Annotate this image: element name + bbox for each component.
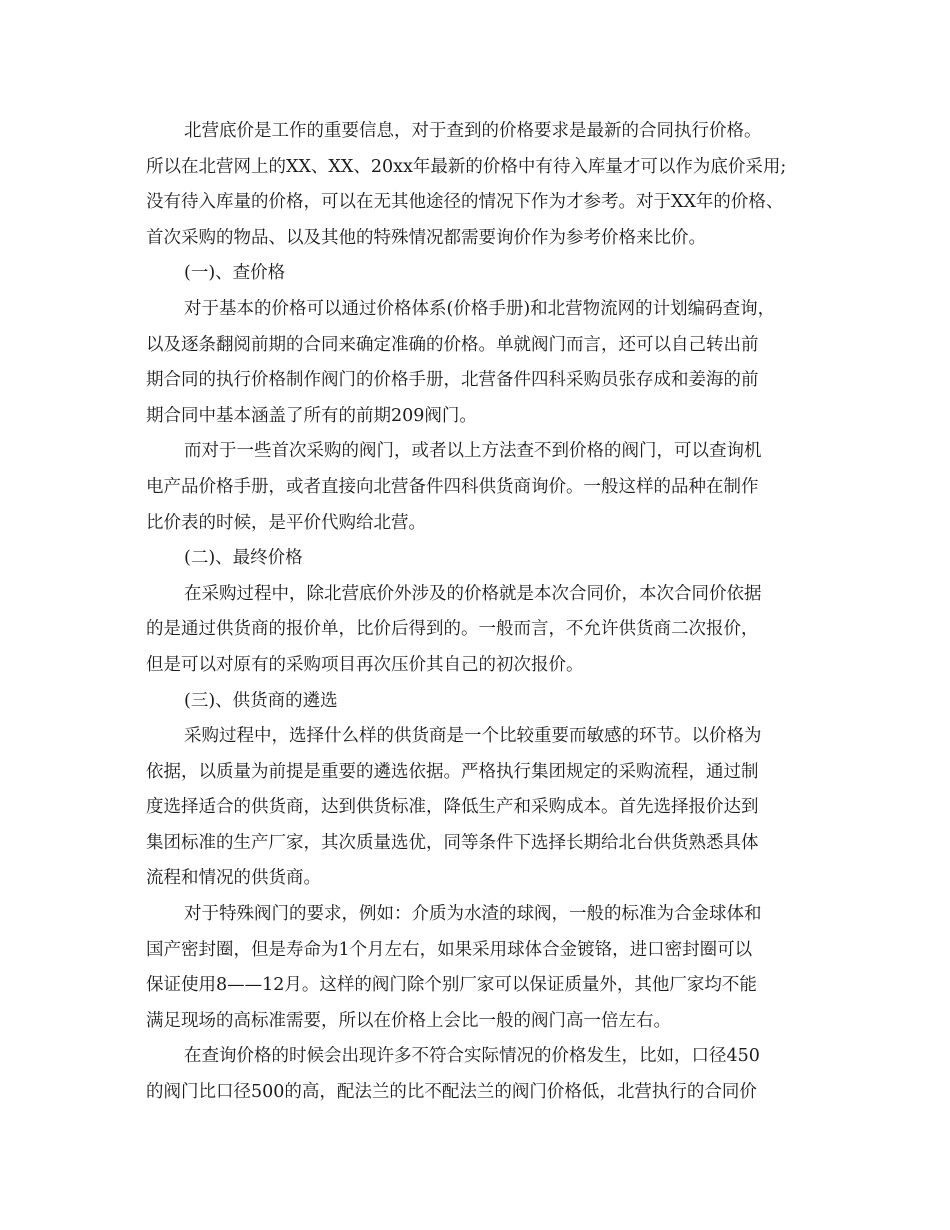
- text-line: 集团标准的生产厂家，其次质量选优，同等条件下选择长期给北台供货熟悉具体: [146, 832, 759, 853]
- text-line: 没有待入库量的价格，可以在无其他途径的情况下作为才参考。对于XX年的价格、: [146, 192, 784, 213]
- text-line: 在查询价格的时候会出现许多不符合实际情况的价格发生，比如，口径450: [184, 1046, 760, 1067]
- section-heading: (一)、查价格: [184, 263, 286, 284]
- section-heading: (三)、供货商的遴选: [184, 690, 338, 711]
- text-line: 以及逐条翻阅前期的合同来确定准确的价格。单就阀门而言，还可以自己转出前: [146, 334, 759, 355]
- text-line: 国产密封圈，但是寿命为1个月左右，如果采用球体合金镀铬，进口密封圈可以: [146, 939, 753, 960]
- text-line: 北营底价是工作的重要信息，对于查到的价格要求是最新的合同执行价格。: [184, 121, 762, 141]
- text-line: 比价表的时候，是平价代购给北营。: [146, 512, 426, 533]
- document-page: [146, 114, 826, 1111]
- text-line: 的阀门比口径500的高，配法兰的比不配法兰的阀门价格低，北营执行的合同价: [146, 1082, 757, 1103]
- text-line: 所以在北营网上的XX、XX、20xx年最新的价格中有待入库量才可以作为底价采用;: [146, 156, 787, 177]
- text-line: 首次采购的物品、以及其他的特殊情况都需要询价作为参考价格来比价。: [146, 227, 706, 248]
- text-line: 度选择适合的供货商，达到供货标准，降低生产和采购成本。首先选择报价达到: [146, 797, 759, 818]
- text-line: 在采购过程中，除北营底价外涉及的价格就是本次合同价，本次合同价依据: [184, 583, 762, 604]
- text-line: 但是可以对原有的采购项目再次压价其自己的初次报价。: [146, 654, 584, 675]
- text-line: 的是通过供货商的报价单，比价后得到的。一般而言，不允许供货商二次报价，: [146, 619, 759, 640]
- text-line: 电产品价格手册，或者直接向北营备件四科供货商询价。一般这样的品种在制作: [146, 476, 759, 497]
- section-heading: (二)、最终价格: [184, 548, 303, 569]
- text-line: 而对于一些首次采购的阀门，或者以上方法查不到价格的阀门，可以查询机: [184, 441, 762, 462]
- text-line: 保证使用8——12月。这样的阀门除个别厂家可以保证质量外，其他厂家均不能: [146, 975, 757, 996]
- text-line: 期合同的执行价格制作阀门的价格手册，北营备件四科采购员张存成和姜海的前: [146, 370, 759, 391]
- text-line: 流程和情况的供货商。: [146, 868, 321, 889]
- text-line: 采购过程中，选择什么样的供货商是一个比较重要而敏感的环节。以价格为: [184, 726, 762, 747]
- text-line: 对于基本的价格可以通过价格体系(价格手册)和北营物流网的计划编码查询，: [184, 298, 776, 319]
- text-line: 满足现场的高标准需要，所以在价格上会比一般的阀门高一倍左右。: [146, 1010, 671, 1031]
- text-line: 期合同中基本涵盖了所有的前期209阀门。: [146, 405, 477, 426]
- text-line: 对于特殊阀门的要求，例如：介质为水渣的球阀，一般的标准为合金球体和: [184, 904, 762, 925]
- text-line: 依据，以质量为前提是重要的遴选依据。严格执行集团规定的采购流程，通过制: [146, 761, 759, 782]
